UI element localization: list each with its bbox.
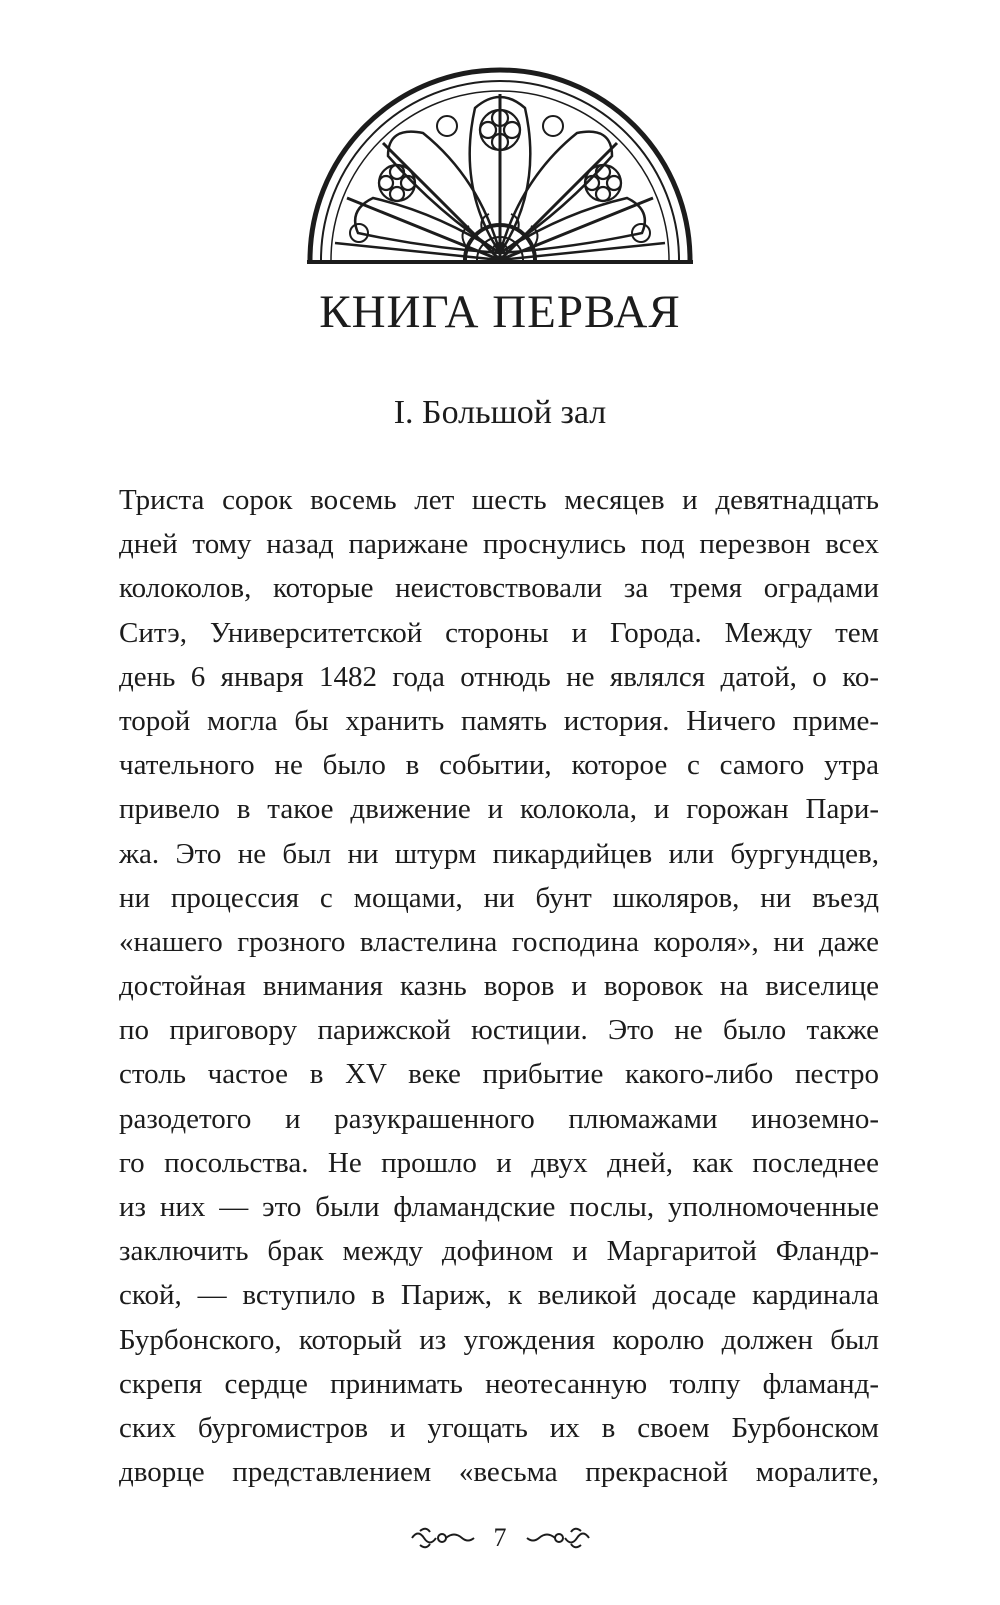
text-line: дней тому назад парижане проснулись под перезвон всех xyxy=(119,528,879,561)
text-line: го посольства. Не прошло и двух дней, как последнее xyxy=(119,1146,879,1179)
text-line: день 6 января 1482 года отнюдь не являлся датой, о ко- xyxy=(119,660,879,693)
flourish-icon xyxy=(523,1525,593,1551)
text-line: скрепя сердце принимать неотесанную толпу фламанд- xyxy=(119,1367,879,1400)
text-line: «нашего грозного властелина господина короля», ни даже xyxy=(119,925,879,958)
text-line: колоколов, которые неистовствовали за тремя оградами xyxy=(119,572,879,605)
text-line: достойная внимания казнь воров и воровок на виселице xyxy=(119,970,879,1003)
text-line: ских бургомистров и угощать их в своем Бурбонском xyxy=(119,1411,879,1444)
book-title: КНИГА ПЕРВАЯ xyxy=(319,286,681,338)
text-line: привело в такое движение и колокола, и горожан Пари- xyxy=(119,793,879,826)
text-line: заключить брак между дофином и Маргаритой Фландр- xyxy=(119,1235,879,1268)
text-line: ской, — вступило в Париж, к великой досаде кардинала xyxy=(119,1279,879,1312)
text-line: дворце представлением «весьма прекрасной моралите, xyxy=(119,1456,879,1489)
text-line: разодетого и разукрашенного плюмажами иноземно- xyxy=(119,1102,879,1135)
text-line: Ситэ, Университетской стороны и Города. Между тем xyxy=(119,616,879,649)
text-line: Бурбонского, который из угождения королю должен был xyxy=(119,1323,879,1356)
rose-window-icon xyxy=(307,38,693,270)
text-line: по приговору парижской юстиции. Это не было также xyxy=(119,1014,879,1047)
text-line: из них — это были фламандские послы, уполномоченные xyxy=(119,1191,879,1223)
text-line: столь частое в XV веке прибытие какого-либо пестро xyxy=(119,1058,879,1091)
chapter-title: I. Большой зал xyxy=(393,394,607,431)
flourish-icon xyxy=(408,1525,478,1551)
text-line: жа. Это не был ни штурм пикардийцев или бургундцев, xyxy=(119,837,879,870)
body-text xyxy=(119,478,879,1494)
text-line: Триста сорок восемь лет шесть месяцев и девятнадцать xyxy=(119,484,879,516)
text-line: ни процессия с мощами, ни бунт школяров, ни въезд xyxy=(119,881,879,914)
text-line: торой могла бы хранить память история. Ничего приме- xyxy=(119,704,879,737)
text-line: чательного не было в событии, которое с самого утра xyxy=(119,749,879,782)
page-footer xyxy=(0,1518,1000,1558)
page-number: 7 xyxy=(493,1523,507,1552)
